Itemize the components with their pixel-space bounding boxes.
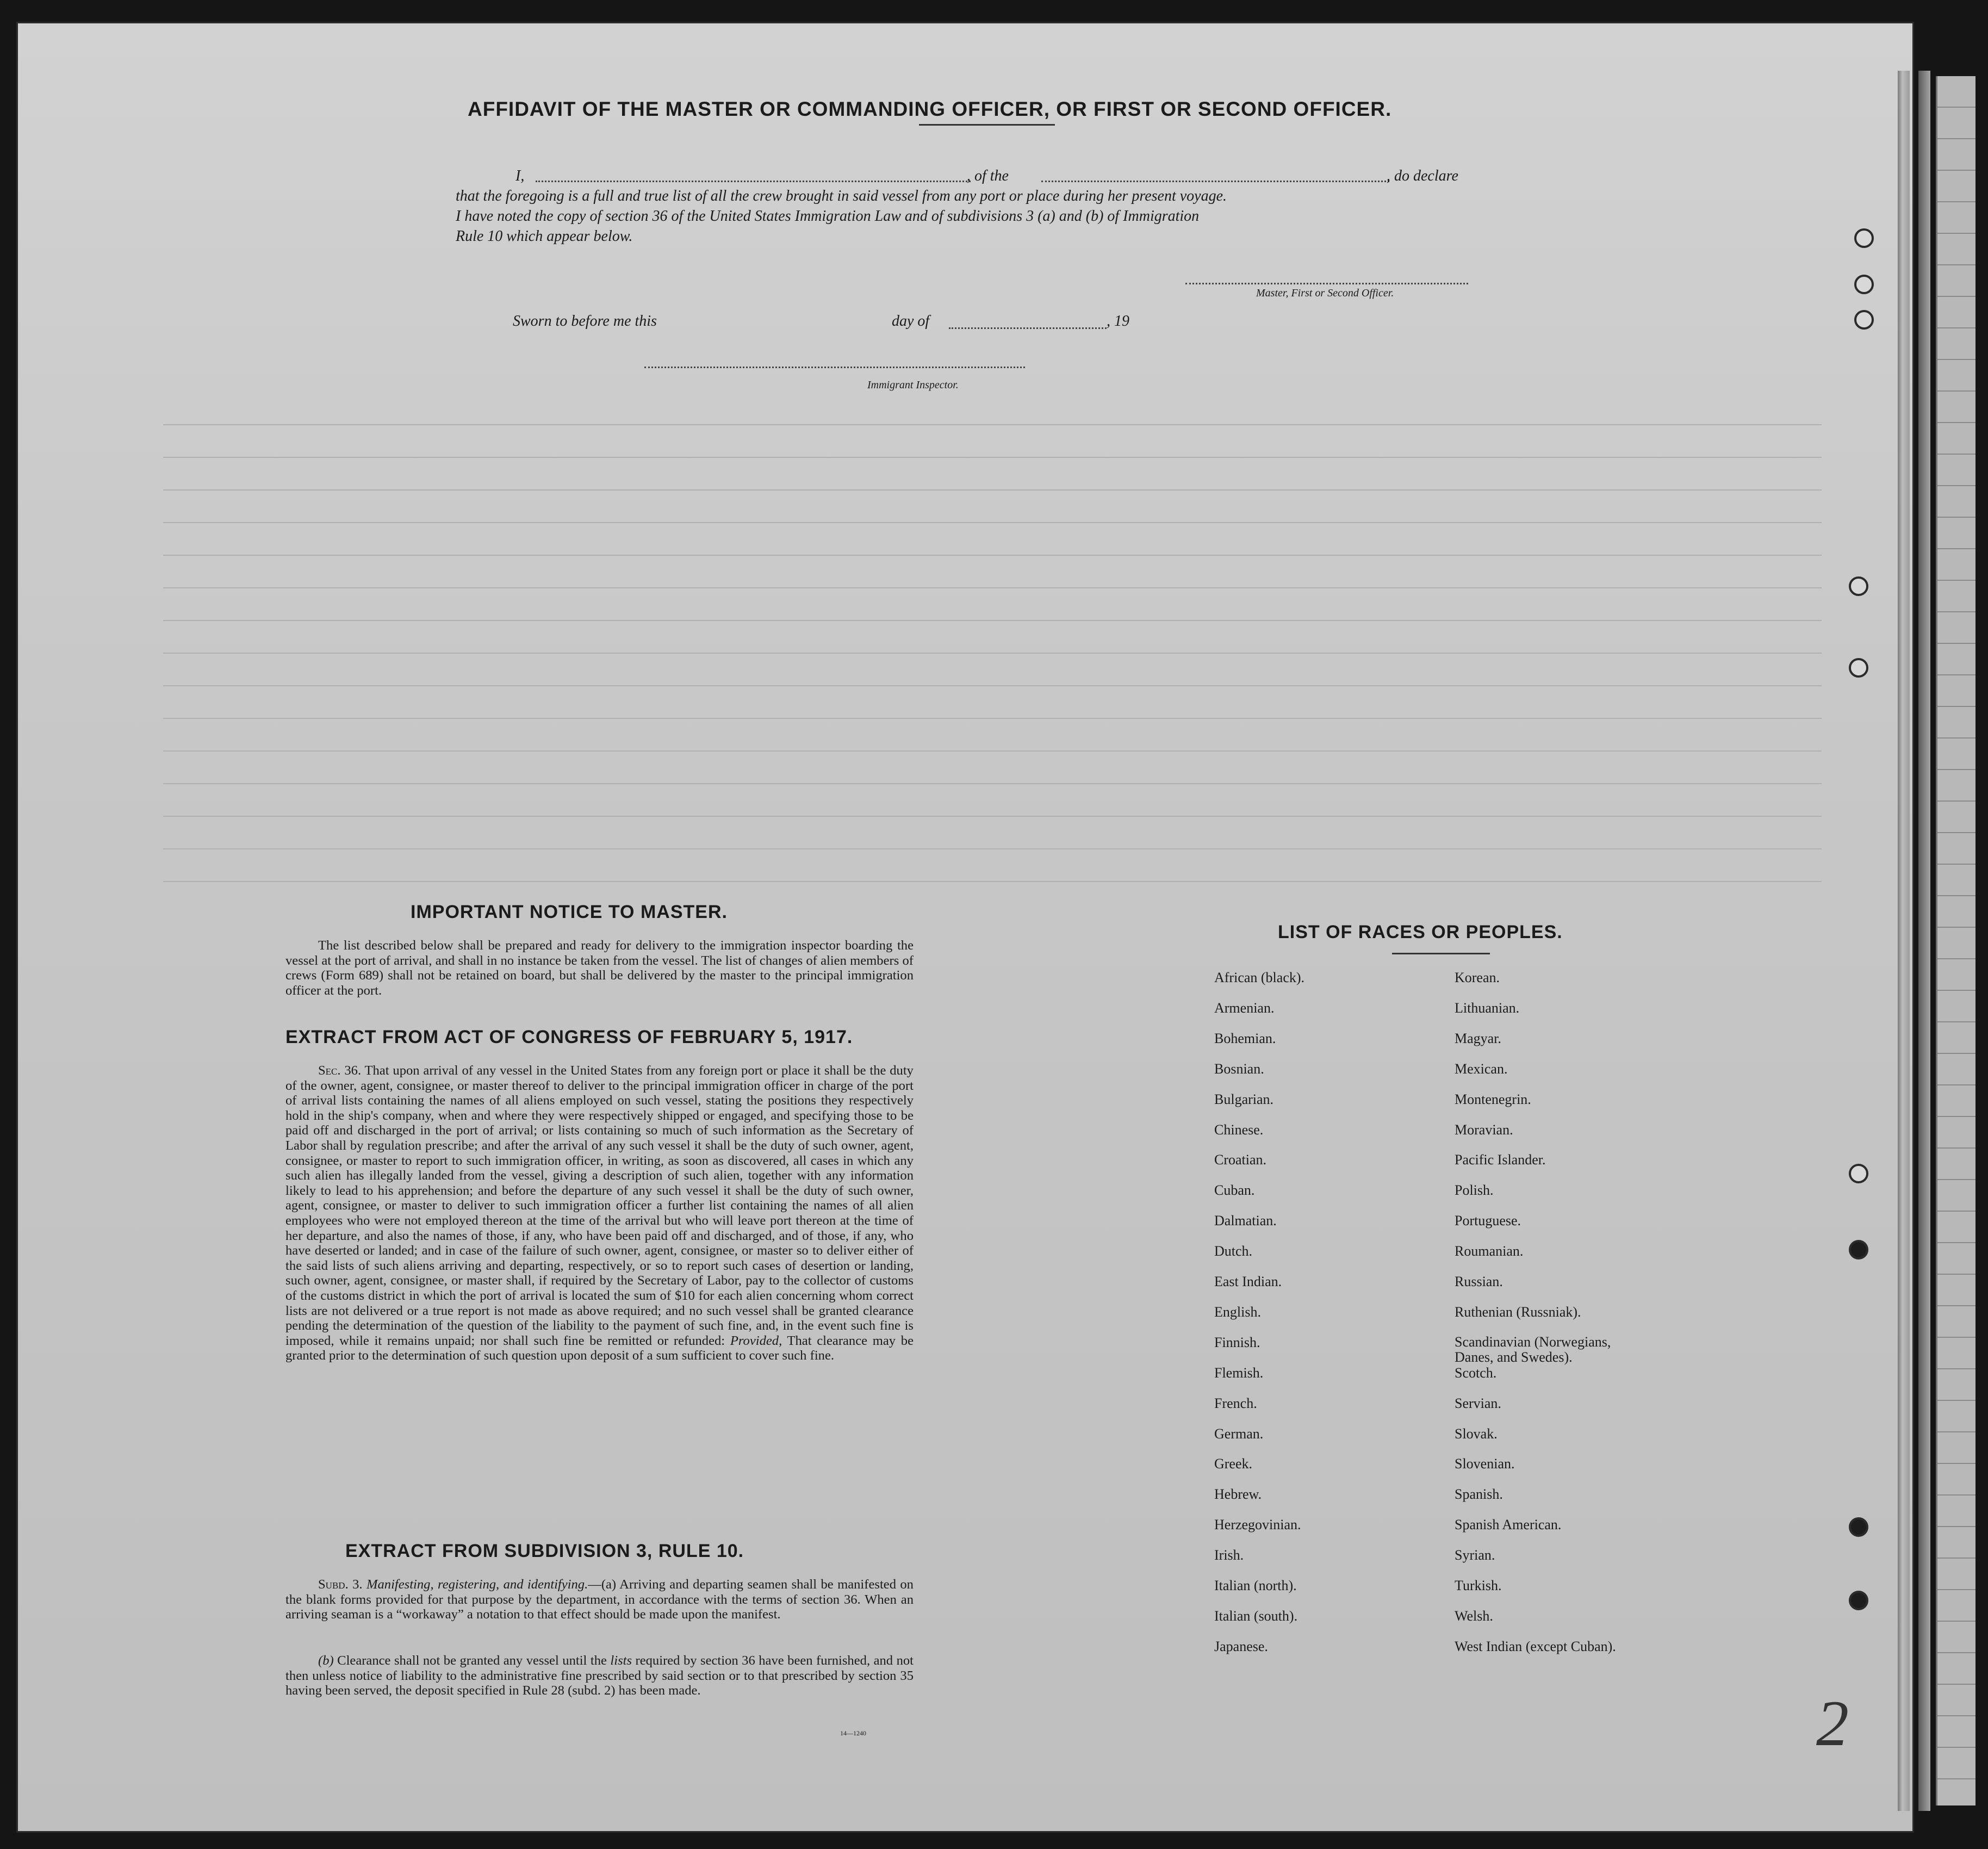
- race-item: Roumanian.: [1455, 1243, 1524, 1259]
- race-item: Herzegovinian.: [1214, 1517, 1301, 1533]
- race-item: African (black).: [1214, 970, 1305, 985]
- race-item: English.: [1214, 1304, 1261, 1320]
- ruled-page-edge: [1936, 76, 1975, 1805]
- sworn-text: Sworn to before me this: [513, 313, 657, 330]
- date-blank-line: [949, 326, 1107, 329]
- vessel-blank-line: [1041, 179, 1389, 182]
- binder-hole: [1854, 310, 1874, 330]
- section-body: That upon arrival of any vessel in the United States from any foreign port or place it shall be the duty of the owner, agent, consignee, or master thereof to deliver to the principal immigration officer in charge of the port of arrival lists containing the names of all aliens employed on such vessel, stating the positions they respectively hold in the ship's company, when and where they were respectively shipped or engaged, and specifying those to be paid off and discharged in the port of arrival; or lists containing so much of such information as the Secretary of Labor shall by regulation prescribe; and after the arrival of any such vessel it shall be the duty of such owner, agent, consignee, or master to report to such immigration officer, in writing, as soon as discovered, all cases in which any such alien has illegally landed from the vessel, giving a description of such alien, together with any information likely to lead to his apprehension; and before the departure of any such vessel it shall be the duty of such owner, agent, consignee, or master to deliver to such immigration officer a further list containing the names of all alien employees who were not employed thereon at the time of the arrival but who will leave port thereon at the time of her departure, and also the names of those, if any, who have been paid off and discharged, and of those, if any, who have deserted or landed; and in case of the failure of such owner, agent, consignee, or master so to deliver either of the said lists of such aliens arriving and departing, respectively, or so to report such cases of desertion or landing, such owner, agent, consignee, or master shall, if required by the Secretary of Labor, pay to the collector of customs of the customs district in which the port of arrival is located the sum of $10 for each alien concerning whom correct lists are not delivered or a true report is not made as above required; and no such vessel shall be granted clearance pending the determination of the question of the liability to the payment of such fine, and, in the event such fine is imposed, while it remains unpaid; nor shall such fine be remitted or refunded:: [285, 1063, 914, 1348]
- race-item: Slovak.: [1455, 1425, 1498, 1442]
- year-text: , 19: [1107, 313, 1129, 330]
- race-item: Italian (north).: [1214, 1578, 1297, 1593]
- races-title: LIST OF RACES OR PEOPLES.: [1278, 922, 1563, 942]
- race-item: Russian.: [1455, 1274, 1503, 1289]
- subdivision-b-text: [285, 1653, 914, 1698]
- race-item: Welsh.: [1455, 1608, 1493, 1624]
- notice-title: IMPORTANT NOTICE TO MASTER.: [411, 902, 728, 922]
- race-item: Pacific Islander.: [1455, 1152, 1546, 1168]
- affidavit-title: AFFIDAVIT OF THE MASTER OR COMMANDING OFFICER, OR FIRST OR SECOND OFFICER.: [468, 98, 1392, 120]
- race-item: Hebrew.: [1214, 1486, 1262, 1503]
- subd-b-body-2: required by section 36 have been furnished, and not then unless notice of liability to the administrative fine prescribed by said section or to that prescribed by section 35 having been served, the deposit specified in Rule 28 (subd. 2) has been made.: [285, 1653, 914, 1698]
- binder-hole: [1849, 1517, 1868, 1537]
- subdivision-a-text: [285, 1577, 914, 1622]
- race-item: Japanese.: [1214, 1638, 1268, 1654]
- affidavit-line-3: I have noted the copy of section 36 of the United States Immigration Law and of subdivisions 3 (a) and (b) of Immigration: [456, 208, 1200, 225]
- binder-hole: [1849, 1240, 1868, 1259]
- provided-word: Provided,: [730, 1333, 782, 1348]
- race-item: West Indian (except Cuban).: [1455, 1638, 1616, 1654]
- binder-hole: [1849, 1591, 1868, 1610]
- day-of-text: day of: [892, 313, 930, 330]
- race-item: Dalmatian.: [1214, 1213, 1277, 1229]
- name-blank-line: [536, 179, 971, 182]
- document-page: [16, 22, 1914, 1833]
- races-underline: [1392, 953, 1490, 954]
- subd-a-body: —(a) Arriving and departing seamen shall be manifested on the blank forms provided for that purpose by the department, in accordance with the terms of section 36. When an arriving seaman is a “workaway” a notation to that effect should be made upon the manifest.: [285, 1577, 914, 1622]
- section-label: Sec. 36.: [318, 1063, 362, 1078]
- race-item: Lithuanian.: [1455, 1000, 1520, 1016]
- race-item: Bohemian.: [1214, 1030, 1276, 1046]
- race-item: Greek.: [1214, 1456, 1253, 1472]
- subd-b-body-1: Clearance shall not be granted any vessel until the: [337, 1653, 607, 1668]
- race-item: Spanish.: [1455, 1486, 1503, 1503]
- binder-hole: [1854, 275, 1874, 294]
- race-item: Armenian.: [1214, 1000, 1275, 1016]
- affidavit-of-the: , of the: [967, 167, 1009, 184]
- race-item: Flemish.: [1214, 1364, 1264, 1381]
- race-item: Bosnian.: [1214, 1060, 1264, 1077]
- race-item: German.: [1214, 1425, 1264, 1442]
- race-item: Korean.: [1455, 970, 1500, 985]
- race-item: Servian.: [1455, 1395, 1501, 1411]
- race-item: Irish.: [1214, 1547, 1244, 1563]
- master-signature-line: [1185, 282, 1468, 284]
- extract-rule-title: EXTRACT FROM SUBDIVISION 3, RULE 10.: [345, 1541, 744, 1561]
- race-item: Scotch.: [1455, 1364, 1497, 1381]
- race-item: Slovenian.: [1455, 1456, 1515, 1472]
- section-body-end: That clearance may be granted prior to the determination of such question upon deposit of a sum sufficient to cover such fine.: [285, 1333, 914, 1363]
- race-item: Mexican.: [1455, 1060, 1508, 1077]
- binder-hole: [1849, 576, 1868, 596]
- form-number: 14—1240: [840, 1729, 866, 1737]
- binder-hole: [1854, 228, 1874, 248]
- race-item: Moravian.: [1455, 1121, 1513, 1138]
- lists-word: lists: [610, 1653, 632, 1668]
- inspector-label: Immigrant Inspector.: [867, 379, 959, 391]
- master-label: Master, First or Second Officer.: [1256, 287, 1394, 299]
- race-item: Dutch.: [1214, 1243, 1253, 1259]
- subd-heading: Manifesting, registering, and identifying.: [366, 1577, 588, 1592]
- race-item: Croatian.: [1214, 1152, 1267, 1168]
- race-item: Turkish.: [1455, 1578, 1502, 1593]
- b-label: (b): [318, 1653, 334, 1668]
- affidavit-line-4: Rule 10 which appear below.: [456, 228, 633, 245]
- section-36-text: [285, 1063, 914, 1363]
- race-item: Scandinavian (Norwegians, Danes, and Swedes).: [1455, 1333, 1611, 1365]
- affidavit-declare: , do declare: [1387, 167, 1458, 184]
- race-item: Italian (south).: [1214, 1608, 1298, 1624]
- race-item: Portuguese.: [1455, 1213, 1521, 1229]
- binder-hole: [1849, 658, 1868, 678]
- race-item: Ruthenian (Russniak).: [1455, 1304, 1581, 1320]
- page-edge: [1918, 71, 1930, 1811]
- page-edge: [1898, 71, 1910, 1811]
- race-item: Cuban.: [1214, 1182, 1255, 1199]
- race-item: Polish.: [1455, 1182, 1494, 1199]
- race-item: French.: [1214, 1395, 1257, 1411]
- title-underline: [919, 124, 1055, 126]
- race-item: Spanish American.: [1455, 1517, 1562, 1533]
- extract-act-title: EXTRACT FROM ACT OF CONGRESS OF FEBRUARY 5, 1917.: [285, 1027, 853, 1047]
- affidavit-i: I,: [515, 167, 525, 184]
- race-item: East Indian.: [1214, 1274, 1282, 1289]
- race-item: Bulgarian.: [1214, 1091, 1274, 1107]
- subd-label: Subd. 3.: [318, 1577, 363, 1592]
- race-item: Montenegrin.: [1455, 1091, 1531, 1107]
- notice-text: The list described below shall be prepared and ready for delivery to the immigration inspector boarding the vessel at the port of arrival, and shall in no instance be taken from the vessel. The list of changes of alien members of crews (Form 689) shall not be retained on board, but shall be delivered by the master to the principal immigration officer at the port.: [285, 938, 914, 998]
- binder-hole: [1849, 1164, 1868, 1183]
- inspector-signature-line: [644, 365, 1025, 368]
- race-item: Chinese.: [1214, 1121, 1264, 1138]
- race-item: Finnish.: [1214, 1334, 1260, 1350]
- race-item: Magyar.: [1455, 1030, 1501, 1046]
- affidavit-line-2: that the foregoing is a full and true list of all the crew brought in said vessel from any port or place during her present voyage.: [456, 188, 1227, 204]
- race-item: Syrian.: [1455, 1547, 1495, 1563]
- page-number: 2: [1816, 1687, 1849, 1759]
